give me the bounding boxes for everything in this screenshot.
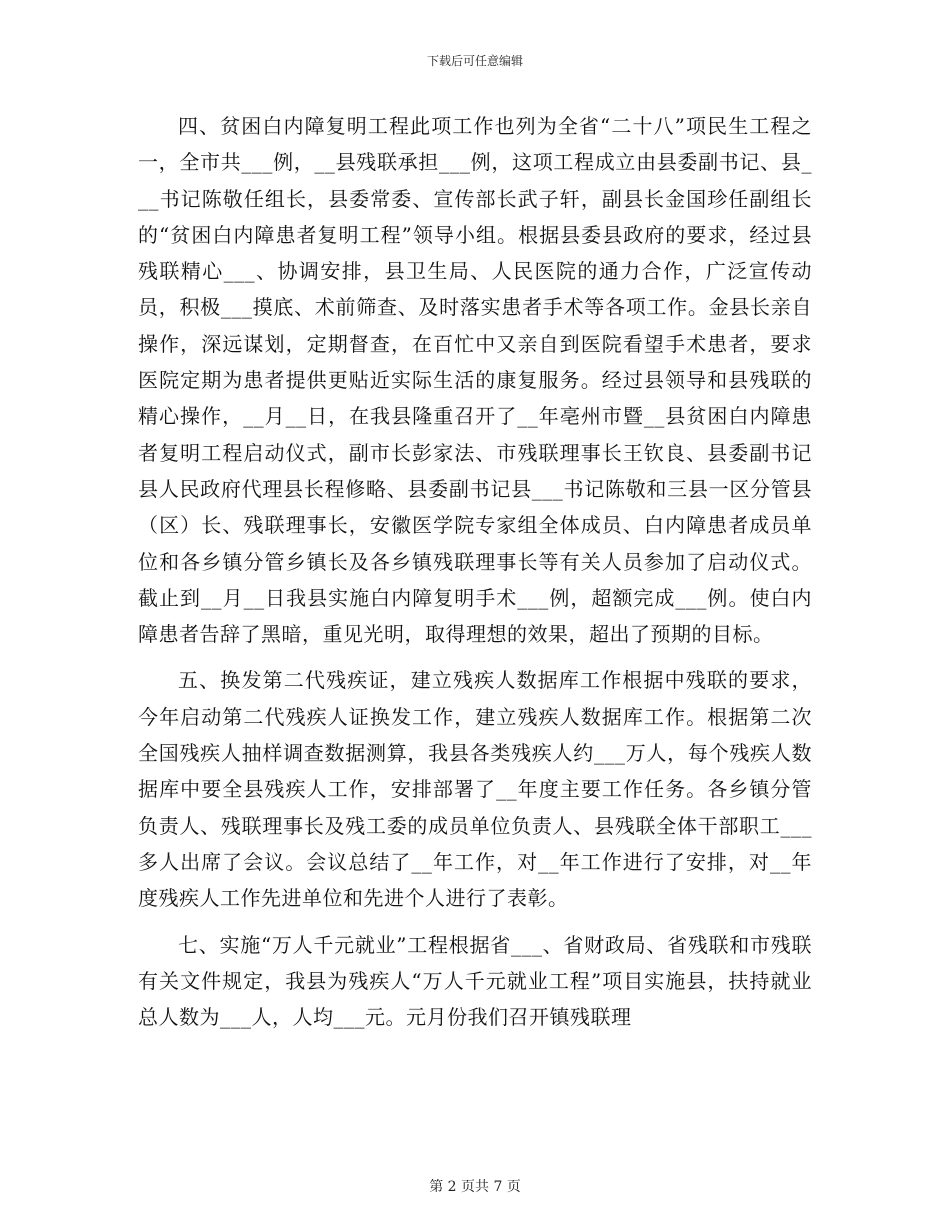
paragraph-employment-project: 七、实施“万人千元就业”工程根据省___、省财政局、省残联和市残联有关文件规定，我县为残疾人“万人千元就业工程”项目实施县，扶持就业总人数为___人，人均___元。元月份我们召开镇残联理 xyxy=(138,932,812,1030)
page-number-footer: 第 2 页共 7 页 xyxy=(429,1179,521,1195)
paragraph-poverty-cataract-project: 四、贫困白内障复明工程此项工作也列为全省“二十八”项民生工程之一，全市共___例，__县残联承担___例，这项工程成立由县委副书记、县___书记陈敬任组长，县委常委、宣传部长武子轩，副县长金国珍任副组长的“贫困白内障患者复明工程”领导小组。根据县委县政府的要求，经过县残联精心___、协调安排，县卫生局、人民医院的通力合作，广泛宣传动员，积极___摸底、术前筛查、及时落实患者手术等各项工作。金县长亲自操作，深远谋划，定期督查，在百忙中又亲自到医院看望手术患者，要求医院定期为患者提供更贴近实际生活的康复服务。经过县领导和县残联的精心操作，__月__日，在我县隆重召开了__年亳州市暨__县贫困白内障患者复明工程启动仪式，副市长彭家法、市残联理事长王钦良、县委副书记县人民政府代理县长程修略、县委副书记县___书记陈敬和三县一区分管县（区）长、残联理事长，安徽医学院专家组全体成员、白内障患者成员单位和各乡镇分管乡镇长及各乡镇残联理事长等有关人员参加了启动仪式。截止到__月__日我县实施白内障复明手术___例，超额完成___例。使白内障患者告辞了黑暗，重见光明，取得理想的效果，超出了预期的目标。 xyxy=(138,114,812,647)
document-body xyxy=(138,108,812,1035)
paragraph-disability-certificate: 五、换发第二代残疾证，建立残疾人数据库工作根据中残联的要求，今年启动第二代残疾人证换发工作，建立残疾人数据库工作。根据第二次全国残疾人抽样调查数据测算，我县各类残疾人约___万人，每个残疾人数据库中要全县残疾人工作，安排部署了__年度主要工作任务。各乡镇分管负责人、残联理事长及残工委的成员单位负责人、县残联全体干部职工___多人出席了会议。会议总结了__年工作，对__年工作进行了安排，对__年度残疾人工作先进单位和先进个人进行了表彰。 xyxy=(138,668,812,911)
page-header: 下载后可任意编辑 xyxy=(426,54,523,68)
